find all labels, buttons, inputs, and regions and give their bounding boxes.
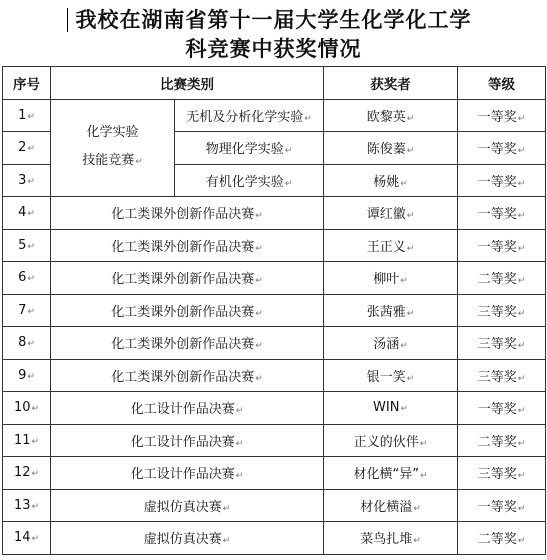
paragraph-mark-icon: ↵ xyxy=(406,113,415,124)
cell-level xyxy=(458,457,546,490)
cell-no xyxy=(3,359,51,392)
paragraph-mark-icon: ↵ xyxy=(222,503,231,514)
cell-winner-text: WIN xyxy=(373,400,400,416)
awards-table xyxy=(2,66,546,555)
table-row xyxy=(3,457,546,490)
cell-no xyxy=(3,522,51,555)
paragraph-mark-icon: ↵ xyxy=(517,276,526,287)
cell-no-text: 1 xyxy=(18,107,27,123)
paragraph-mark-icon: ↵ xyxy=(235,438,244,449)
title-line-2: 科竞赛中获奖情况 xyxy=(185,37,362,61)
title-line-1: 我校在湖南省第十一届大学生化学化工学 xyxy=(75,8,472,32)
cell-winner xyxy=(324,359,458,392)
cell-level-text: 二等奖 xyxy=(477,272,517,288)
cell-no-text: 4 xyxy=(18,205,27,221)
paragraph-mark-icon: ↵ xyxy=(517,536,526,547)
cell-category xyxy=(51,294,324,327)
header-level: 等级 xyxy=(458,67,546,100)
cell-category xyxy=(51,392,324,425)
cell-level xyxy=(458,132,546,165)
cell-winner-text: 正义的伙伴 xyxy=(353,434,419,450)
cell-winner xyxy=(324,197,458,230)
cell-no xyxy=(3,327,51,360)
cell-level xyxy=(458,359,546,392)
paragraph-mark-icon: ↵ xyxy=(27,274,35,285)
cell-winner-text: 陈俊蓁 xyxy=(366,142,406,158)
cell-category xyxy=(175,132,324,165)
paragraph-mark-icon: ↵ xyxy=(400,178,408,189)
paragraph-mark-icon: ↵ xyxy=(135,157,143,168)
paragraph-mark-icon: ↵ xyxy=(517,438,526,449)
cell-winner-text: 材化横“异” xyxy=(353,467,419,483)
cell-level xyxy=(458,229,546,262)
cell-category xyxy=(51,229,324,262)
group-label-line-2-text: 技能竞赛 xyxy=(82,153,135,169)
cell-winner-text: 材化横溢 xyxy=(360,499,413,515)
cell-level-text: 三等奖 xyxy=(477,369,517,385)
table-row xyxy=(3,522,546,555)
cell-level-text: 一等奖 xyxy=(477,499,517,515)
cell-winner-text: 王正义 xyxy=(366,239,406,255)
cell-level-text: 一等奖 xyxy=(477,142,517,158)
paragraph-mark-icon: ↵ xyxy=(517,373,526,384)
table-row xyxy=(3,99,546,132)
cell-winner-text: 谭红徽 xyxy=(366,207,406,223)
cell-no xyxy=(3,457,51,490)
cell-level xyxy=(458,164,546,197)
cell-category-text: 化工设计作品决赛 xyxy=(130,402,235,418)
paragraph-mark-icon: ↵ xyxy=(255,373,263,384)
paragraph-mark-icon: ↵ xyxy=(304,113,312,124)
paragraph-mark-icon: ↵ xyxy=(255,308,263,319)
cell-no-text: 6 xyxy=(18,270,27,286)
header-winner: 获奖者 xyxy=(324,67,458,100)
page-title xyxy=(0,6,547,64)
paragraph-mark-icon: ↵ xyxy=(406,146,415,157)
paragraph-mark-icon: ↵ xyxy=(517,113,526,124)
cell-category-text: 化工类课外创新作品决赛 xyxy=(111,337,255,353)
paragraph-mark-icon: ↵ xyxy=(517,178,526,189)
paragraph-mark-icon: ↵ xyxy=(419,438,428,449)
cell-no xyxy=(3,294,51,327)
table-row xyxy=(3,489,546,522)
cell-category xyxy=(51,424,324,457)
cell-level-text: 三等奖 xyxy=(477,337,517,353)
cell-no xyxy=(3,262,51,295)
cell-winner-text: 张茜雅 xyxy=(366,304,406,320)
cell-no xyxy=(3,197,51,230)
cell-category xyxy=(51,262,324,295)
cell-winner-text: 汤涵 xyxy=(373,337,400,353)
header-category: 比赛类别 xyxy=(51,67,324,100)
table-header-row xyxy=(3,67,546,100)
cell-no-text: 12 xyxy=(13,465,31,481)
cell-category-text: 化工类课外创新作品决赛 xyxy=(111,207,255,223)
cell-winner-text: 菜鸟扎堆 xyxy=(360,532,413,548)
paragraph-mark-icon: ↵ xyxy=(284,178,293,189)
paragraph-mark-icon: ↵ xyxy=(517,243,526,254)
table-row xyxy=(3,262,546,295)
cell-winner xyxy=(324,489,458,522)
cell-level-text: 二等奖 xyxy=(477,434,517,450)
cell-winner xyxy=(324,522,458,555)
paragraph-mark-icon: ↵ xyxy=(27,306,35,317)
cell-no-text: 5 xyxy=(18,237,27,253)
cell-winner xyxy=(324,229,458,262)
paragraph-mark-icon: ↵ xyxy=(27,144,35,155)
cell-no xyxy=(3,164,51,197)
paragraph-mark-icon: ↵ xyxy=(400,341,408,352)
paragraph-mark-icon: ↵ xyxy=(517,308,526,319)
cell-category xyxy=(51,522,324,555)
cell-winner xyxy=(324,424,458,457)
paragraph-mark-icon: ↵ xyxy=(31,501,40,512)
cell-level xyxy=(458,197,546,230)
cell-category-text: 化工设计作品决赛 xyxy=(130,467,235,483)
cell-level xyxy=(458,294,546,327)
cell-category-text: 物理化学实验 xyxy=(205,142,284,158)
paragraph-mark-icon: ↵ xyxy=(255,211,263,222)
cell-category-text: 虚拟仿真决赛 xyxy=(143,532,222,548)
paragraph-mark-icon: ↵ xyxy=(517,503,526,514)
table-body xyxy=(3,99,546,554)
paragraph-mark-icon: ↵ xyxy=(400,404,408,415)
paragraph-mark-icon: ↵ xyxy=(27,371,35,382)
cell-no-text: 2 xyxy=(18,140,27,156)
cell-category-text: 化工类课外创新作品决赛 xyxy=(111,239,255,255)
paragraph-mark-icon: ↵ xyxy=(27,241,35,252)
cell-no xyxy=(3,229,51,262)
cell-category-text: 无机及分析化学实验 xyxy=(186,109,304,125)
table-row xyxy=(3,327,546,360)
cell-winner xyxy=(324,262,458,295)
paragraph-mark-icon: ↵ xyxy=(406,243,415,254)
cell-level-text: 一等奖 xyxy=(477,239,517,255)
paragraph-mark-icon: ↵ xyxy=(284,146,293,157)
paragraph-mark-icon: ↵ xyxy=(27,339,35,350)
cell-winner xyxy=(324,132,458,165)
paragraph-mark-icon: ↵ xyxy=(31,436,40,447)
cell-level xyxy=(458,424,546,457)
cell-level xyxy=(458,522,546,555)
cell-category xyxy=(51,457,324,490)
cell-no-text: 11 xyxy=(13,432,31,448)
table-row xyxy=(3,359,546,392)
paragraph-mark-icon: ↵ xyxy=(406,373,415,384)
cell-no xyxy=(3,392,51,425)
paragraph-mark-icon: ↵ xyxy=(255,341,263,352)
cell-winner xyxy=(324,294,458,327)
cell-winner xyxy=(324,99,458,132)
paragraph-mark-icon: ↵ xyxy=(517,471,526,482)
cell-category-text: 有机化学实验 xyxy=(205,174,284,190)
group-label-line-1: 化学实验 xyxy=(86,125,139,141)
paragraph-mark-icon: ↵ xyxy=(413,503,421,514)
paragraph-mark-icon: ↵ xyxy=(31,404,40,415)
cell-winner xyxy=(324,392,458,425)
cell-category xyxy=(51,197,324,230)
paragraph-mark-icon: ↵ xyxy=(255,276,263,287)
table-row xyxy=(3,294,546,327)
cell-winner-text: 银一笑 xyxy=(366,369,406,385)
cell-level xyxy=(458,392,546,425)
cell-category-text: 化工设计作品决赛 xyxy=(130,434,235,450)
paragraph-mark-icon: ↵ xyxy=(400,276,408,287)
paragraph-mark-icon: ↵ xyxy=(222,536,231,547)
cell-level xyxy=(458,489,546,522)
header-no: 序号 xyxy=(3,67,51,100)
cell-no xyxy=(3,99,51,132)
cell-level-text: 二等奖 xyxy=(477,532,517,548)
cell-no xyxy=(3,132,51,165)
cell-category-text: 化工类课外创新作品决赛 xyxy=(111,369,255,385)
cell-level-text: 三等奖 xyxy=(477,467,517,483)
cell-winner-text: 欧黎英 xyxy=(366,109,406,125)
cell-winner-text: 柳叶 xyxy=(373,272,400,288)
paragraph-mark-icon: ↵ xyxy=(419,471,428,482)
paragraph-mark-icon: ↵ xyxy=(235,406,244,417)
paragraph-mark-icon: ↵ xyxy=(27,209,35,220)
cell-category-text: 化工类课外创新作品决赛 xyxy=(111,304,255,320)
cell-category xyxy=(51,327,324,360)
table-row xyxy=(3,392,546,425)
paragraph-mark-icon: ↵ xyxy=(413,536,421,547)
group-label-line-2 xyxy=(51,147,174,176)
cell-category-text: 虚拟仿真决赛 xyxy=(143,499,222,515)
cell-winner xyxy=(324,457,458,490)
cell-level-text: 一等奖 xyxy=(477,207,517,223)
table-row xyxy=(3,229,546,262)
paragraph-mark-icon: ↵ xyxy=(255,243,263,254)
paragraph-mark-icon: ↵ xyxy=(406,308,415,319)
paragraph-mark-icon: ↵ xyxy=(235,471,244,482)
cell-winner xyxy=(324,164,458,197)
paragraph-mark-icon: ↵ xyxy=(31,469,40,480)
cell-category-text: 化工类课外创新作品决赛 xyxy=(111,272,255,288)
cell-level xyxy=(458,262,546,295)
paragraph-mark-icon: ↵ xyxy=(517,146,526,157)
cell-level-text: 一等奖 xyxy=(477,174,517,190)
paragraph-mark-icon: ↵ xyxy=(406,211,415,222)
paragraph-mark-icon: ↵ xyxy=(27,111,35,122)
cell-no-text: 8 xyxy=(18,335,27,351)
cell-no-text: 7 xyxy=(18,302,27,318)
table-row xyxy=(3,197,546,230)
cell-no-text: 9 xyxy=(18,367,27,383)
cell-level-text: 三等奖 xyxy=(477,304,517,320)
paragraph-mark-icon: ↵ xyxy=(27,176,35,187)
cell-no xyxy=(3,489,51,522)
cell-no-text: 3 xyxy=(18,172,27,188)
paragraph-mark-icon: ↵ xyxy=(517,406,526,417)
cell-category xyxy=(51,489,324,522)
table-row xyxy=(3,424,546,457)
cell-level-text: 一等奖 xyxy=(477,109,517,125)
cell-no-text: 10 xyxy=(13,400,31,416)
paragraph-mark-icon: ↵ xyxy=(517,211,526,222)
cell-category xyxy=(175,99,324,132)
cell-no xyxy=(3,424,51,457)
cell-winner xyxy=(324,327,458,360)
cell-winner-text: 杨姚 xyxy=(373,174,400,190)
cell-level xyxy=(458,327,546,360)
group-category-cell xyxy=(51,99,175,197)
cell-level-text: 一等奖 xyxy=(477,402,517,418)
paragraph-mark-icon: ↵ xyxy=(31,534,40,545)
cell-no-text: 14 xyxy=(13,530,31,546)
cell-no-text: 13 xyxy=(13,497,31,513)
cell-category xyxy=(51,359,324,392)
paragraph-mark-icon: ↵ xyxy=(517,341,526,352)
cell-category xyxy=(175,164,324,197)
cell-level xyxy=(458,99,546,132)
